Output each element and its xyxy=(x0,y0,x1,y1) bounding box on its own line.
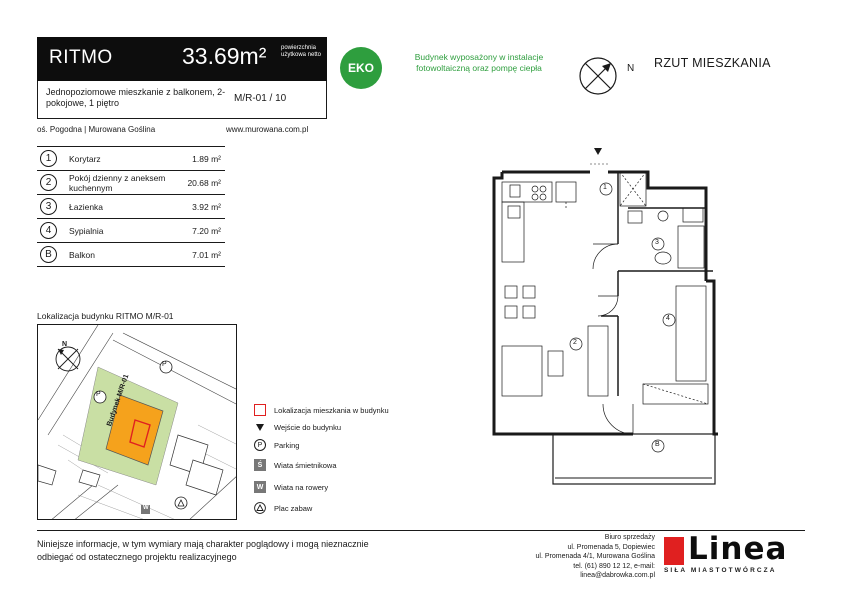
map-building-label: Budynek M/R-01 xyxy=(106,373,131,428)
red-outline-square-icon xyxy=(254,404,266,416)
room-number: B xyxy=(40,246,57,263)
map-playground-icon xyxy=(175,497,187,509)
room-name: Korytarz xyxy=(69,153,101,164)
room-area: 7.01 m² xyxy=(192,249,221,260)
apartment-description-box xyxy=(37,81,327,119)
room-number: 3 xyxy=(40,198,57,215)
plan-room-3-label: 3 xyxy=(655,239,659,246)
map-parking-label: P xyxy=(96,391,101,398)
eco-info-text: Budynek wyposażony w instalacje fotowoltaiczną oraz pompę ciepła xyxy=(414,52,544,73)
legend-label: Wejście do budynku xyxy=(274,422,341,432)
apartment-description: Jednopoziomowe mieszkanie z balkonem, 2-pokojowe, 1 piętro xyxy=(46,87,226,108)
legend-item xyxy=(254,438,299,452)
compass-icon xyxy=(578,56,618,96)
apartment-area: 33.69m² xyxy=(182,43,267,69)
room-number: 1 xyxy=(40,150,57,167)
logo-tagline: SIŁA MIASTOTWÓRCZA xyxy=(664,567,777,574)
office-address-1: ul. Promenada 5, Dopiewiec xyxy=(567,543,655,551)
compass-north-label: N xyxy=(627,63,635,74)
plan-title: RZUT MIESZKANIA xyxy=(654,56,771,70)
room-area: 1.89 m² xyxy=(192,153,221,164)
room-name: Balkon xyxy=(69,249,95,260)
logo-red-block xyxy=(664,537,684,565)
sales-office-info xyxy=(500,533,655,581)
map-title: Lokalizacja budynku RITMO M/R-01 xyxy=(37,311,174,321)
floor-plan-drawing xyxy=(488,146,728,486)
room-table xyxy=(37,146,225,267)
room-area: 20.68 m² xyxy=(187,177,221,188)
room-name: Sypialnia xyxy=(69,225,104,236)
eko-badge-label: EKO xyxy=(347,61,374,75)
table-row xyxy=(37,195,225,219)
floor-plan xyxy=(488,146,728,486)
plan-room-b-label: B xyxy=(655,441,660,448)
legend-label: Plac zabaw xyxy=(274,503,313,513)
table-row xyxy=(37,243,225,267)
map-parking-label: P xyxy=(162,361,167,368)
header-title-bar xyxy=(37,37,327,81)
legend-label: Wiata śmietnikowa xyxy=(274,460,337,470)
table-row xyxy=(37,171,225,195)
office-address-2: ul. Promenada 4/1, Murowana Goślina xyxy=(535,553,655,560)
room-area: 3.92 m² xyxy=(192,201,221,212)
room-number: 4 xyxy=(40,222,57,239)
table-row xyxy=(37,219,225,243)
plan-room-2-label: 2 xyxy=(573,339,577,346)
legend-label: Wiata na rowery xyxy=(274,482,329,492)
linea-logo xyxy=(664,531,806,577)
map-bike-label: W xyxy=(143,505,149,511)
legend-label: Lokalizacja mieszkania w budynku xyxy=(274,405,389,415)
disclaimer-text: Niniejsze informacje, w tym wymiary mają charakter poglądowy i mogą nieznacznie odbiegać od ostatecznego projektu realizacyjnego xyxy=(37,539,369,562)
site-map-drawing xyxy=(38,325,237,520)
legend-item xyxy=(254,458,337,472)
legend-item xyxy=(254,480,328,494)
bike-icon: W xyxy=(254,481,266,493)
room-number: 2 xyxy=(40,174,57,191)
legend-label: Parking xyxy=(274,440,300,450)
plan-room-4-label: 4 xyxy=(666,315,670,322)
legend-item xyxy=(254,501,312,515)
parking-icon: P xyxy=(254,439,266,451)
plan-room-1-label: 1 xyxy=(603,184,607,191)
unit-code: M/R-01 / 10 xyxy=(234,93,287,104)
office-title: Biuro sprzedaży xyxy=(604,534,655,541)
room-name: Pokój dzienny z aneksem kuchennym xyxy=(69,172,166,193)
entrance-triangle-icon xyxy=(254,421,266,433)
website-link[interactable]: www.murowana.com.pl xyxy=(226,125,309,134)
office-contact: tel. (61) 890 12 12, e-mail: linea@dabrowka.com.pl xyxy=(573,562,655,579)
legend-item xyxy=(254,403,389,417)
area-note: powierzchnia użytkowa netto xyxy=(281,45,322,58)
location-text: oś. Pogodna | Murowana Goślina xyxy=(37,125,156,134)
location-map xyxy=(37,324,237,520)
eko-badge xyxy=(340,47,382,89)
logo-wordmark: Linea xyxy=(688,531,788,567)
waste-icon: Ś xyxy=(254,459,266,471)
legend-item xyxy=(254,420,341,434)
map-north-label: N xyxy=(62,341,68,348)
building-name: RITMO xyxy=(49,47,113,68)
table-row xyxy=(37,147,225,171)
playground-icon xyxy=(254,502,266,514)
room-name: Łazienka xyxy=(69,201,104,212)
room-area: 7.20 m² xyxy=(192,225,221,236)
